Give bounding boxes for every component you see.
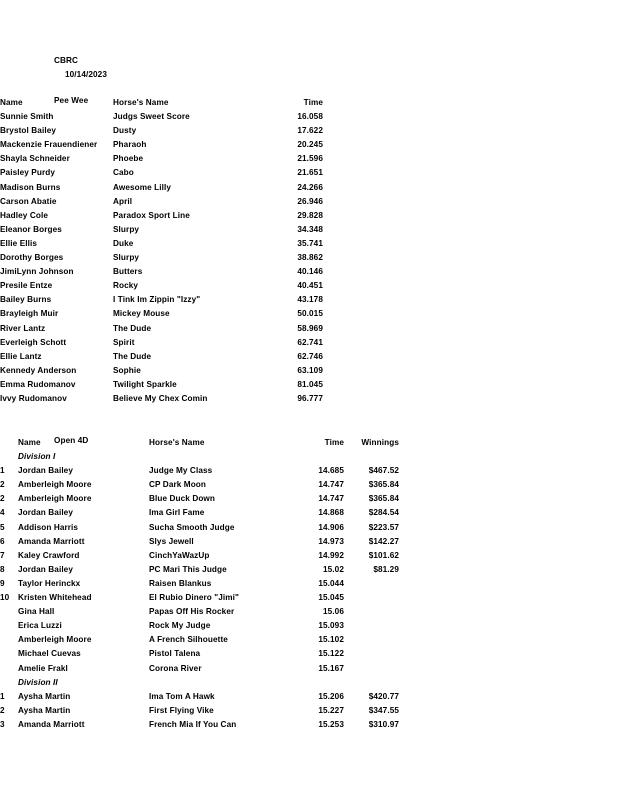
cell-name: Kaley Crawford [18, 550, 80, 560]
cell-horse: Believe My Chex Comin [113, 393, 208, 403]
cell-horse: Paradox Sport Line [113, 210, 190, 220]
cell-name: Carson Abatie [0, 196, 57, 206]
cell-name: Addison Harris [18, 522, 79, 532]
cell-horse: April [113, 196, 133, 206]
cell-time: 20.245 [297, 140, 323, 150]
cell-horse: French Mia If You Can [149, 719, 237, 729]
cell-name: Michael Cuevas [18, 649, 81, 659]
table-row [0, 492, 399, 506]
cell-name: Jordan Bailey [18, 508, 73, 518]
cell-name: Amberleigh Moore [18, 480, 92, 490]
cell-rank: 8 [0, 564, 5, 574]
cell-winnings: $365.84 [368, 480, 399, 490]
cell-time: 14.685 [318, 466, 344, 476]
cell-name: Gina Hall [18, 607, 55, 617]
cell-name: Emma Rudomanov [0, 379, 76, 389]
cell-time: 15.253 [318, 719, 344, 729]
cell-winnings [344, 647, 399, 661]
cell-winnings: $420.77 [368, 691, 399, 701]
table-row [0, 605, 399, 619]
cell-time: 62.741 [297, 337, 323, 347]
table-row [0, 392, 323, 406]
cell-name: Paisley Purdy [0, 168, 56, 178]
results-table-pee-wee [0, 96, 323, 406]
table-row [0, 549, 399, 563]
table-row [0, 704, 399, 718]
table-row [0, 166, 323, 180]
cell-name: Amanda Marriott [18, 536, 85, 546]
table-row [0, 138, 323, 152]
cell-horse: CinchYaWazUp [149, 550, 210, 560]
cell-time: 26.946 [297, 196, 323, 206]
cell-rank: 3 [0, 719, 5, 729]
cell-rank: 5 [0, 522, 5, 532]
cell-time: 14.747 [318, 480, 344, 490]
cell-name: Eleanor Borges [0, 224, 62, 234]
cell-horse: El Rubio Dinero "Jimi" [149, 593, 240, 603]
table-row [0, 152, 323, 166]
division-heading-row [0, 676, 399, 690]
cell-time: 15.045 [318, 593, 344, 603]
cell-time: 21.651 [297, 168, 323, 178]
cell-name: Amelie Frakl [18, 663, 68, 673]
table-row [0, 181, 323, 195]
cell-winnings: $223.57 [368, 522, 399, 532]
results-table-open-4d [0, 436, 399, 732]
cell-horse: Mickey Mouse [113, 309, 170, 319]
cell-name: Erica Luzzi [18, 621, 62, 631]
cell-time: 63.109 [297, 365, 323, 375]
table-row [0, 322, 323, 336]
cell-time: 43.178 [297, 295, 323, 305]
cell-horse: Judge My Class [149, 466, 213, 476]
cell-name: Aysha Martin [18, 691, 71, 701]
table-row [0, 563, 399, 577]
cell-name: Amberleigh Moore [18, 494, 92, 504]
cell-winnings [344, 591, 399, 605]
cell-name: Amanda Marriott [18, 719, 85, 729]
table-row [0, 350, 323, 364]
table-row [0, 265, 323, 279]
cell-horse: Pistol Talena [149, 649, 201, 659]
cell-horse: Slurpy [113, 224, 140, 234]
table-row [0, 223, 323, 237]
cell-winnings [344, 662, 399, 676]
cell-horse: Pharaoh [113, 140, 147, 150]
cell-winnings: $142.27 [368, 536, 399, 546]
column-header-time: Time [324, 438, 344, 447]
table-row [0, 464, 399, 478]
column-header-rank [0, 436, 18, 450]
table-row [0, 364, 323, 378]
cell-horse: Duke [113, 238, 134, 248]
table-row [0, 307, 323, 321]
table-row [0, 591, 399, 605]
cell-name: Jordan Bailey [18, 564, 73, 574]
table-row [0, 293, 323, 307]
cell-rank: 7 [0, 550, 5, 560]
table-row [0, 647, 399, 661]
cell-name: Everleigh Schott [0, 337, 67, 347]
cell-horse: Ima Girl Fame [149, 508, 205, 518]
cell-rank [0, 633, 18, 647]
table-row [0, 690, 399, 704]
cell-rank: 2 [0, 480, 5, 490]
table-row [0, 237, 323, 251]
cell-horse: CP Dark Moon [149, 480, 207, 490]
cell-rank [0, 662, 18, 676]
cell-time: 15.122 [318, 649, 344, 659]
cell-time: 35.741 [297, 238, 323, 248]
table-row [0, 478, 399, 492]
cell-time: 96.777 [297, 393, 323, 403]
column-header-name: Name [0, 98, 23, 107]
cell-winnings: $467.52 [368, 466, 399, 476]
cell-winnings: $81.29 [373, 564, 399, 574]
cell-time: 15.227 [318, 705, 344, 715]
table-row [0, 195, 323, 209]
table-row [0, 279, 323, 293]
cell-time: 15.02 [323, 564, 344, 574]
cell-horse: Papas Off His Rocker [149, 607, 235, 617]
table-row [0, 124, 323, 138]
cell-horse: Twilight Sparkle [113, 379, 177, 389]
cell-horse: A French Silhouette [149, 635, 228, 645]
cell-horse: Phoebe [113, 154, 144, 164]
cell-name: Mackenzie Frauendiener [0, 140, 98, 150]
table-row [0, 662, 399, 676]
cell-horse: First Flying Vike [149, 705, 214, 715]
cell-horse: The Dude [113, 351, 152, 361]
cell-time: 14.906 [318, 522, 344, 532]
table-row [0, 718, 399, 732]
cell-time: 14.973 [318, 536, 344, 546]
cell-rank: 9 [0, 578, 5, 588]
division-label: Division II [18, 677, 58, 687]
cell-name: Presile Entze [0, 281, 53, 291]
cell-time: 24.266 [297, 182, 323, 192]
cell-rank [0, 619, 18, 633]
cell-time: 15.206 [318, 691, 344, 701]
table-row [0, 577, 399, 591]
cell-name: Brayleigh Muir [0, 309, 59, 319]
cell-name: Ellie Ellis [0, 238, 38, 248]
cell-rank: 2 [0, 705, 5, 715]
cell-name: Madison Burns [0, 182, 61, 192]
cell-winnings [344, 605, 399, 619]
cell-name: Ivvy Rudomanov [0, 393, 67, 403]
cell-horse: Spirit [113, 337, 135, 347]
cell-time: 15.093 [318, 621, 344, 631]
cell-name: Ellie Lantz [0, 351, 42, 361]
cell-name: Hadley Cole [0, 210, 48, 220]
cell-horse: Rock My Judge [149, 621, 211, 631]
cell-time: 15.06 [323, 607, 344, 617]
division-heading-row [0, 450, 399, 464]
table-row [0, 521, 399, 535]
cell-time: 15.044 [318, 578, 344, 588]
cell-name: Jordan Bailey [18, 466, 73, 476]
cell-horse: The Dude [113, 323, 152, 333]
cell-rank: 1 [0, 466, 5, 476]
cell-rank: 10 [0, 593, 10, 603]
cell-time: 38.862 [297, 253, 323, 263]
column-header-horse: Horse's Name [149, 438, 205, 447]
cell-time: 40.146 [297, 267, 323, 277]
cell-name: Kennedy Anderson [0, 365, 77, 375]
cell-time: 62.746 [297, 351, 323, 361]
table-row [0, 378, 323, 392]
cell-name: Amberleigh Moore [18, 635, 92, 645]
cell-rank: 1 [0, 691, 5, 701]
table-row [0, 110, 323, 124]
column-header-winnings: Winnings [361, 438, 399, 447]
cell-name: Kristen Whitehead [18, 593, 92, 603]
cell-horse: Slys Jewell [149, 536, 194, 546]
cell-name: Taylor Herinckx [18, 578, 81, 588]
cell-time: 81.045 [297, 379, 323, 389]
cell-horse: Sophie [113, 365, 141, 375]
table-row [0, 535, 399, 549]
cell-horse: Ima Tom A Hawk [149, 691, 215, 701]
table-row [0, 633, 399, 647]
section-title-pee-wee: Pee Wee [54, 96, 89, 105]
cell-horse: Sucha Smooth Judge [149, 522, 235, 532]
table-row [0, 506, 399, 520]
cell-horse: Butters [113, 267, 143, 277]
cell-time: 14.992 [318, 550, 344, 560]
cell-winnings: $284.54 [368, 508, 399, 518]
division-label: Division I [18, 452, 56, 462]
cell-time: 16.058 [297, 112, 323, 122]
column-header-name: Name [18, 438, 41, 447]
document-header [54, 54, 107, 82]
cell-time: 50.015 [297, 309, 323, 319]
cell-horse: Corona River [149, 663, 202, 673]
cell-horse: Raisen Blankus [149, 578, 212, 588]
organization-name: CBRC [54, 56, 79, 65]
cell-time: 58.969 [297, 323, 323, 333]
cell-winnings: $347.55 [368, 705, 399, 715]
cell-rank: 2 [0, 494, 5, 504]
cell-name: Sunnie Smith [0, 112, 54, 122]
cell-name: Brystol Bailey [0, 126, 57, 136]
cell-horse: I Tink Im Zippin "Izzy" [113, 295, 201, 305]
cell-time: 40.451 [297, 281, 323, 291]
cell-winnings: $101.62 [368, 550, 399, 560]
cell-winnings [344, 619, 399, 633]
cell-horse: Blue Duck Down [149, 494, 215, 504]
cell-winnings: $310.97 [368, 719, 399, 729]
cell-horse: PC Mari This Judge [149, 564, 227, 574]
cell-rank [0, 605, 18, 619]
column-header-time: Time [303, 98, 323, 107]
cell-time: 29.828 [297, 210, 323, 220]
cell-time: 14.747 [318, 494, 344, 504]
table-header-row [0, 436, 399, 450]
cell-horse: Cabo [113, 168, 134, 178]
division-rank-pad [0, 676, 18, 690]
division-rank-pad [0, 450, 18, 464]
table-row [0, 251, 323, 265]
cell-horse: Judgs Sweet Score [113, 112, 190, 122]
table-row [0, 336, 323, 350]
cell-winnings: $365.84 [368, 494, 399, 504]
cell-time: 17.622 [297, 126, 323, 136]
table-row [0, 619, 399, 633]
cell-time: 21.596 [297, 154, 323, 164]
section-title-open-4d: Open 4D [54, 436, 89, 445]
cell-rank: 4 [0, 508, 5, 518]
cell-name: Dorothy Borges [0, 253, 64, 263]
cell-rank [0, 647, 18, 661]
cell-name: Shayla Schneider [0, 154, 70, 164]
cell-winnings [344, 633, 399, 647]
table-header-row [0, 96, 323, 110]
cell-time: 15.102 [318, 635, 344, 645]
cell-time: 15.167 [318, 663, 344, 673]
cell-horse: Awesome Lilly [113, 182, 172, 192]
cell-time: 14.868 [318, 508, 344, 518]
cell-rank: 6 [0, 536, 5, 546]
table-row [0, 209, 323, 223]
cell-winnings [344, 577, 399, 591]
cell-horse: Rocky [113, 281, 139, 291]
column-header-horse: Horse's Name [113, 98, 169, 107]
cell-name: River Lantz [0, 323, 46, 333]
cell-horse: Dusty [113, 126, 137, 136]
event-date: 10/14/2023 [65, 70, 107, 79]
cell-horse: Slurpy [113, 253, 140, 263]
cell-name: Aysha Martin [18, 705, 71, 715]
cell-time: 34.348 [297, 224, 323, 234]
cell-name: Bailey Burns [0, 295, 52, 305]
cell-name: JimiLynn Johnson [0, 267, 74, 277]
